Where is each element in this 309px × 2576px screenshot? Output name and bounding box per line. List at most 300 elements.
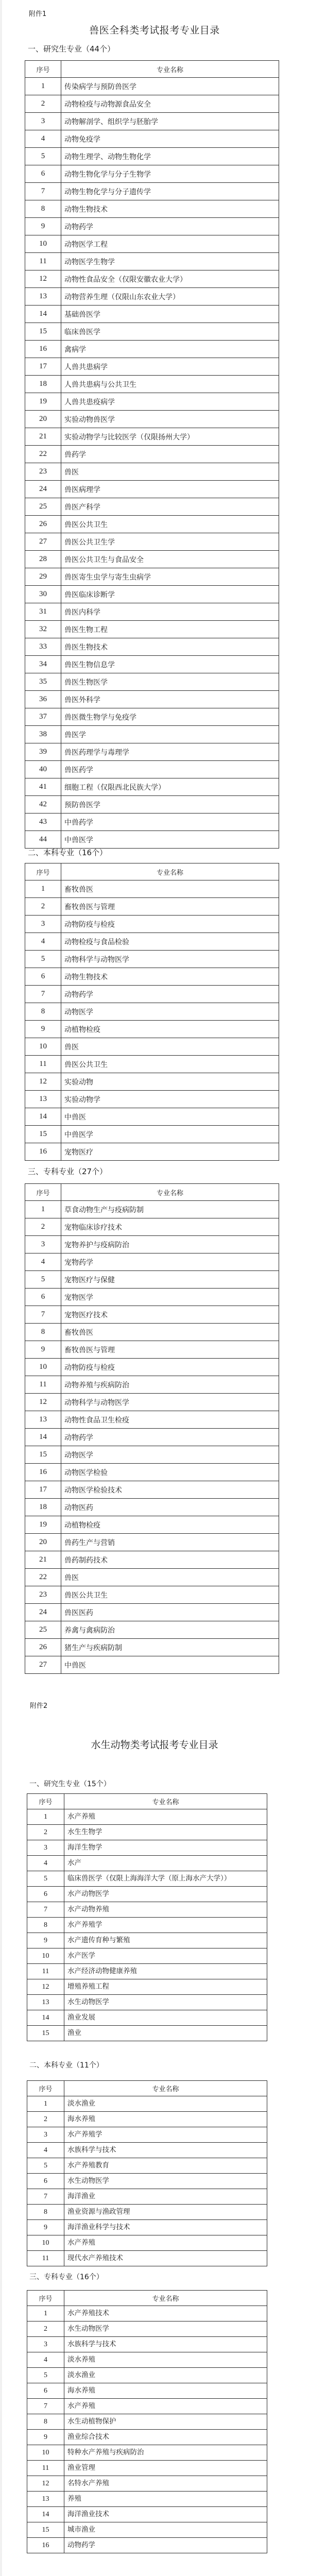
row-index: 5 [25, 148, 61, 165]
table-row [25, 621, 279, 638]
major-name: 畜牧兽医与管理 [61, 898, 279, 916]
major-name: 动植物检疫 [61, 1021, 279, 1038]
table-row [25, 1534, 279, 1551]
major-name: 畜牧兽医 [61, 880, 279, 898]
table-row [27, 2445, 267, 2461]
row-index: 25 [25, 1621, 61, 1639]
row-index: 24 [25, 481, 61, 498]
row-index: 15 [25, 1126, 61, 1143]
row-index: 11 [27, 2251, 64, 2266]
row-index: 9 [27, 1933, 64, 1948]
table-row [25, 1038, 279, 1056]
table-row [27, 2306, 267, 2321]
row-index: 9 [25, 1021, 61, 1038]
table-row [25, 968, 279, 986]
table-row [25, 1446, 279, 1464]
table-row [25, 796, 279, 814]
major-name: 兽医寄生虫学与寄生虫病学 [61, 568, 279, 586]
column-header-index: 序号 [27, 2081, 64, 2096]
table-row [27, 1887, 267, 1902]
row-index: 8 [25, 1324, 61, 1341]
major-name: 海水养殖 [64, 2112, 267, 2127]
row-index: 7 [25, 183, 61, 200]
major-name: 水生动物医学 [64, 2174, 267, 2189]
major-name: 海洋渔业 [64, 2189, 267, 2205]
row-index: 10 [27, 1948, 64, 1964]
table-row [25, 1376, 279, 1394]
major-name: 养殖 [64, 2492, 267, 2507]
table-row [27, 1809, 267, 1825]
row-index: 7 [25, 986, 61, 1003]
major-name: 水产养殖技术 [64, 2306, 267, 2321]
section-heading-graduate: 一、研究生专业（15个） [29, 1780, 111, 1788]
table-row [25, 1499, 279, 1516]
major-name: 动物生物技术 [61, 200, 279, 218]
major-name: 兽医外科学 [61, 691, 279, 708]
row-index: 27 [25, 533, 61, 551]
table-row [25, 951, 279, 968]
row-index: 20 [25, 1534, 61, 1551]
table-row [27, 2220, 267, 2235]
table-row [27, 1933, 267, 1948]
major-name: 海水养殖 [64, 2383, 267, 2399]
major-name: 人兽共患病学 [61, 358, 279, 376]
table-row [27, 2538, 267, 2553]
table-row [25, 1656, 279, 1674]
row-index: 9 [27, 2220, 64, 2235]
major-name: 水生动植物保护 [64, 2414, 267, 2430]
row-index: 20 [25, 411, 61, 428]
row-index: 4 [25, 1253, 61, 1271]
major-name: 淡水养殖 [64, 2352, 267, 2368]
major-name: 兽医病理学 [61, 481, 279, 498]
row-index: 10 [25, 235, 61, 253]
row-index: 6 [27, 2174, 64, 2189]
row-index: 14 [27, 2507, 64, 2522]
majors-table-undergraduate [27, 2080, 267, 2266]
attachment-label: 附件1 [29, 10, 47, 18]
row-index: 17 [25, 358, 61, 376]
table-row [25, 1394, 279, 1411]
major-name: 人兽共患病与公共卫生 [61, 376, 279, 393]
row-index: 5 [27, 2158, 64, 2174]
table-row [25, 1324, 279, 1341]
major-name: 水生动物医学 [64, 2321, 267, 2337]
table-row [25, 165, 279, 183]
row-index: 34 [25, 656, 61, 673]
major-name: 宠物医疗 [61, 1143, 279, 1161]
row-index: 3 [25, 1236, 61, 1253]
table-row [27, 2143, 267, 2158]
table-row [25, 1621, 279, 1639]
majors-table-junior-college [25, 1183, 279, 1674]
table-row [25, 358, 279, 376]
row-index: 6 [27, 2383, 64, 2399]
table-row [25, 1003, 279, 1021]
row-index: 18 [25, 1499, 61, 1516]
table-row [25, 1073, 279, 1091]
section-heading-undergraduate: 二、本科专业（16个） [28, 848, 108, 857]
table-row [25, 78, 279, 95]
row-index: 14 [25, 1429, 61, 1446]
table-row [25, 1464, 279, 1481]
major-name: 预防兽医学 [61, 796, 279, 814]
table-row [25, 1056, 279, 1073]
row-index: 8 [25, 1003, 61, 1021]
major-name: 动物检疫与动物源食品安全 [61, 95, 279, 113]
table-row [25, 323, 279, 341]
row-index: 4 [25, 130, 61, 148]
major-name: 基础兽医学 [61, 306, 279, 323]
table-row [25, 516, 279, 533]
table-row [27, 2189, 267, 2205]
major-name: 动物生物化学与分子生物学 [61, 165, 279, 183]
table-row [25, 498, 279, 516]
major-name: 兽医医药 [61, 1604, 279, 1621]
row-index: 13 [25, 1091, 61, 1108]
table-header-row [25, 1184, 279, 1201]
major-name: 细胞工程（仅限西北民族大学） [61, 778, 279, 796]
table-row [25, 1218, 279, 1236]
table-row [25, 288, 279, 306]
table-row [27, 2321, 267, 2337]
table-row [25, 1481, 279, 1499]
table-row [27, 1825, 267, 1840]
major-name: 增殖养殖工程 [64, 1979, 267, 1995]
row-index: 6 [25, 165, 61, 183]
row-index: 15 [27, 2026, 64, 2041]
table-row [25, 986, 279, 1003]
row-index: 7 [25, 1306, 61, 1324]
major-name: 现代水产养殖技术 [64, 2251, 267, 2266]
row-index: 36 [25, 691, 61, 708]
major-name: 动物养殖与疾病防治 [61, 1376, 279, 1394]
row-index: 3 [27, 2337, 64, 2352]
major-name: 水族科学与技术 [64, 2143, 267, 2158]
table-row [27, 1856, 267, 1871]
table-row [25, 656, 279, 673]
table-header-row [27, 2291, 267, 2306]
row-index: 17 [25, 1481, 61, 1499]
row-index: 16 [25, 1464, 61, 1481]
table-row [25, 1306, 279, 1324]
row-index: 3 [25, 113, 61, 130]
table-row [25, 1236, 279, 1253]
row-index: 26 [25, 1639, 61, 1656]
major-name: 动物医学 [61, 1003, 279, 1021]
row-index: 12 [27, 1979, 64, 1995]
row-index: 41 [25, 778, 61, 796]
table-row [25, 270, 279, 288]
row-index: 12 [25, 1073, 61, 1091]
table-row [27, 2174, 267, 2189]
table-row [25, 638, 279, 656]
table-row [25, 933, 279, 951]
table-row [25, 761, 279, 778]
major-name: 兽医生物医学 [61, 673, 279, 691]
major-name: 兽医公共卫生 [61, 1056, 279, 1073]
table-row [25, 673, 279, 691]
table-row [25, 1341, 279, 1359]
major-name: 宠物医疗与保健 [61, 1271, 279, 1289]
row-index: 12 [25, 1394, 61, 1411]
major-name: 临床兽医学（仅限上海海洋大学（原上海水产大学）） [64, 1871, 267, 1887]
major-name: 兽医微生物学与免疫学 [61, 708, 279, 726]
table-row [25, 880, 279, 898]
major-name: 水产养殖 [64, 2399, 267, 2414]
row-index: 16 [25, 1143, 61, 1161]
row-index: 31 [25, 603, 61, 621]
table-header-row [25, 863, 279, 880]
table-row [27, 2158, 267, 2174]
table-row [25, 691, 279, 708]
row-index: 27 [25, 1656, 61, 1674]
table-row [25, 393, 279, 411]
row-index: 19 [25, 1516, 61, 1534]
major-name: 宠物养护与疫病防治 [61, 1236, 279, 1253]
major-name: 禽病学 [61, 341, 279, 358]
major-name: 海洋生物学 [64, 1840, 267, 1856]
row-index: 14 [27, 2010, 64, 2026]
table-row [25, 341, 279, 358]
major-name: 海洋渔业科学与技术 [64, 2220, 267, 2235]
major-name: 兽医 [61, 463, 279, 481]
column-header-index: 序号 [25, 61, 61, 78]
major-name: 实验动物兽医学 [61, 411, 279, 428]
table-row [27, 2383, 267, 2399]
table-row [25, 1359, 279, 1376]
row-index: 1 [25, 1201, 61, 1218]
table-header-row [27, 1794, 267, 1809]
major-name: 动物医学检验 [61, 1464, 279, 1481]
majors-table-junior-college [27, 2290, 267, 2553]
major-name: 动物药学 [61, 1429, 279, 1446]
table-row [27, 2414, 267, 2430]
major-name: 动物药学 [64, 2538, 267, 2553]
table-row [25, 306, 279, 323]
major-name: 动物医药 [61, 1499, 279, 1516]
row-index: 7 [27, 2399, 64, 2414]
major-name: 水产养殖教育 [64, 2158, 267, 2174]
major-name: 兽医生物信息学 [61, 656, 279, 673]
major-name: 水产养殖 [64, 1809, 267, 1825]
major-name: 兽医 [61, 1038, 279, 1056]
table-row [25, 1639, 279, 1656]
row-index: 3 [27, 2127, 64, 2143]
major-name: 宠物药学 [61, 1253, 279, 1271]
column-header-index: 序号 [27, 2291, 64, 2306]
table-row [27, 1964, 267, 1979]
table-row [27, 1840, 267, 1856]
column-header-index: 序号 [27, 1794, 64, 1809]
table-row [25, 130, 279, 148]
row-index: 38 [25, 726, 61, 743]
row-index: 42 [25, 796, 61, 814]
table-row [25, 1108, 279, 1126]
table-row [25, 428, 279, 446]
major-name: 兽药制药技术 [61, 1551, 279, 1569]
row-index: 12 [25, 270, 61, 288]
row-index: 2 [25, 898, 61, 916]
major-name: 兽医公共卫生 [61, 1586, 279, 1604]
major-name: 兽医公共卫生与食品安全 [61, 551, 279, 568]
row-index: 14 [25, 306, 61, 323]
major-name: 实验动物 [61, 1073, 279, 1091]
row-index: 4 [27, 2143, 64, 2158]
table-row [27, 2507, 267, 2522]
row-index: 5 [27, 2368, 64, 2383]
major-name: 临床兽医学 [61, 323, 279, 341]
row-index: 1 [27, 2306, 64, 2321]
row-index: 12 [27, 2476, 64, 2492]
row-index: 4 [27, 2352, 64, 2368]
table-row [27, 1902, 267, 1918]
row-index: 22 [25, 446, 61, 463]
table-row [27, 1979, 267, 1995]
major-name: 中兽医学 [61, 1126, 279, 1143]
major-name: 渔业资源与渔政管理 [64, 2205, 267, 2220]
row-index: 23 [25, 463, 61, 481]
row-index: 1 [25, 880, 61, 898]
table-row [25, 831, 279, 849]
row-index: 10 [27, 2235, 64, 2251]
table-row [25, 253, 279, 270]
row-index: 8 [27, 2414, 64, 2430]
row-index: 33 [25, 638, 61, 656]
row-index: 24 [25, 1604, 61, 1621]
table-row [27, 2492, 267, 2507]
major-name: 兽医产科学 [61, 498, 279, 516]
table-row [25, 778, 279, 796]
table-row [25, 1253, 279, 1271]
table-header-row [25, 61, 279, 78]
section-heading-junior-college: 三、专科专业（16个） [29, 2273, 104, 2281]
row-index: 13 [25, 1411, 61, 1429]
table-row [25, 481, 279, 498]
majors-table-graduate [27, 1793, 267, 2041]
table-row [25, 463, 279, 481]
major-name: 动植物检疫 [61, 1516, 279, 1534]
table-header-row [27, 2081, 267, 2096]
row-index: 8 [25, 200, 61, 218]
table-row [25, 183, 279, 200]
row-index: 28 [25, 551, 61, 568]
row-index: 6 [25, 1289, 61, 1306]
column-header-name: 专业名称 [64, 2081, 267, 2096]
major-name: 渔业 [64, 2026, 267, 2041]
row-index: 15 [25, 1446, 61, 1464]
column-header-name: 专业名称 [64, 2291, 267, 2306]
major-name: 宠物医疗技术 [61, 1306, 279, 1324]
column-header-name: 专业名称 [61, 1184, 279, 1201]
table-row [25, 446, 279, 463]
table-row [25, 148, 279, 165]
major-name: 兽医公共卫生 [61, 516, 279, 533]
row-index: 25 [25, 498, 61, 516]
major-name: 动物生理学、动物生物化学 [61, 148, 279, 165]
major-name: 水产养殖学 [64, 2127, 267, 2143]
section-heading-junior-college: 三、专科专业（27个） [28, 1167, 108, 1176]
table-row [27, 2399, 267, 2414]
attachment-label: 附件2 [30, 1702, 48, 1710]
major-name: 城市渔业 [64, 2522, 267, 2538]
table-row [25, 551, 279, 568]
table-row [27, 2112, 267, 2127]
table-row [25, 1551, 279, 1569]
table-row [25, 1201, 279, 1218]
row-index: 11 [25, 1056, 61, 1073]
row-index: 15 [25, 323, 61, 341]
page-margin-strip [0, 0, 2, 2576]
table-row [27, 2476, 267, 2492]
major-name: 渔业发展 [64, 2010, 267, 2026]
table-row [27, 2205, 267, 2220]
row-index: 7 [27, 2189, 64, 2205]
row-index: 10 [25, 1359, 61, 1376]
major-name: 水产动物医学 [64, 1887, 267, 1902]
table-row [27, 2352, 267, 2368]
table-row [27, 2430, 267, 2445]
major-name: 动物检疫与食品检验 [61, 933, 279, 951]
document-title: 水生动物类考试报考专业目录 [91, 1739, 218, 1751]
major-name: 中兽医 [61, 1656, 279, 1674]
section-heading-graduate: 一、研究生专业（44个） [28, 44, 115, 54]
table-row [25, 916, 279, 933]
major-name: 宠物临床诊疗技术 [61, 1218, 279, 1236]
table-row [25, 1091, 279, 1108]
major-name: 渔业管理 [64, 2461, 267, 2476]
row-index: 21 [25, 1551, 61, 1569]
major-name: 动物解剖学、组织学与胚胎学 [61, 113, 279, 130]
table-row [25, 603, 279, 621]
table-row [25, 1021, 279, 1038]
major-name: 兽医学 [61, 726, 279, 743]
table-row [27, 2461, 267, 2476]
row-index: 16 [27, 2538, 64, 2553]
major-name: 兽医 [61, 1569, 279, 1586]
table-row [25, 726, 279, 743]
column-header-index: 序号 [25, 863, 61, 880]
row-index: 16 [25, 341, 61, 358]
major-name: 水生动物医学 [64, 1995, 267, 2010]
table-row [25, 1289, 279, 1306]
table-row [25, 200, 279, 218]
table-row [25, 708, 279, 726]
table-row [27, 2096, 267, 2112]
major-name: 水产养殖学 [64, 1918, 267, 1933]
major-name: 特种水产养殖与疾病防治 [64, 2445, 267, 2461]
column-header-name: 专业名称 [61, 61, 279, 78]
row-index: 5 [25, 1271, 61, 1289]
major-name: 兽药生产与营销 [61, 1534, 279, 1551]
table-row [25, 235, 279, 253]
row-index: 2 [27, 1825, 64, 1840]
table-row [27, 2337, 267, 2352]
major-name: 动物防疫与检疫 [61, 1359, 279, 1376]
major-name: 草食动物生产与疫病防制 [61, 1201, 279, 1218]
table-row [25, 1429, 279, 1446]
row-index: 13 [27, 2492, 64, 2507]
major-name: 动物免疫学 [61, 130, 279, 148]
table-row [27, 2010, 267, 2026]
table-row [27, 1948, 267, 1964]
major-name: 水生生物学 [64, 1825, 267, 1840]
table-row [27, 2127, 267, 2143]
row-index: 29 [25, 568, 61, 586]
major-name: 猪生产与疾病防制 [61, 1639, 279, 1656]
row-index: 10 [25, 1038, 61, 1056]
row-index: 2 [25, 1218, 61, 1236]
